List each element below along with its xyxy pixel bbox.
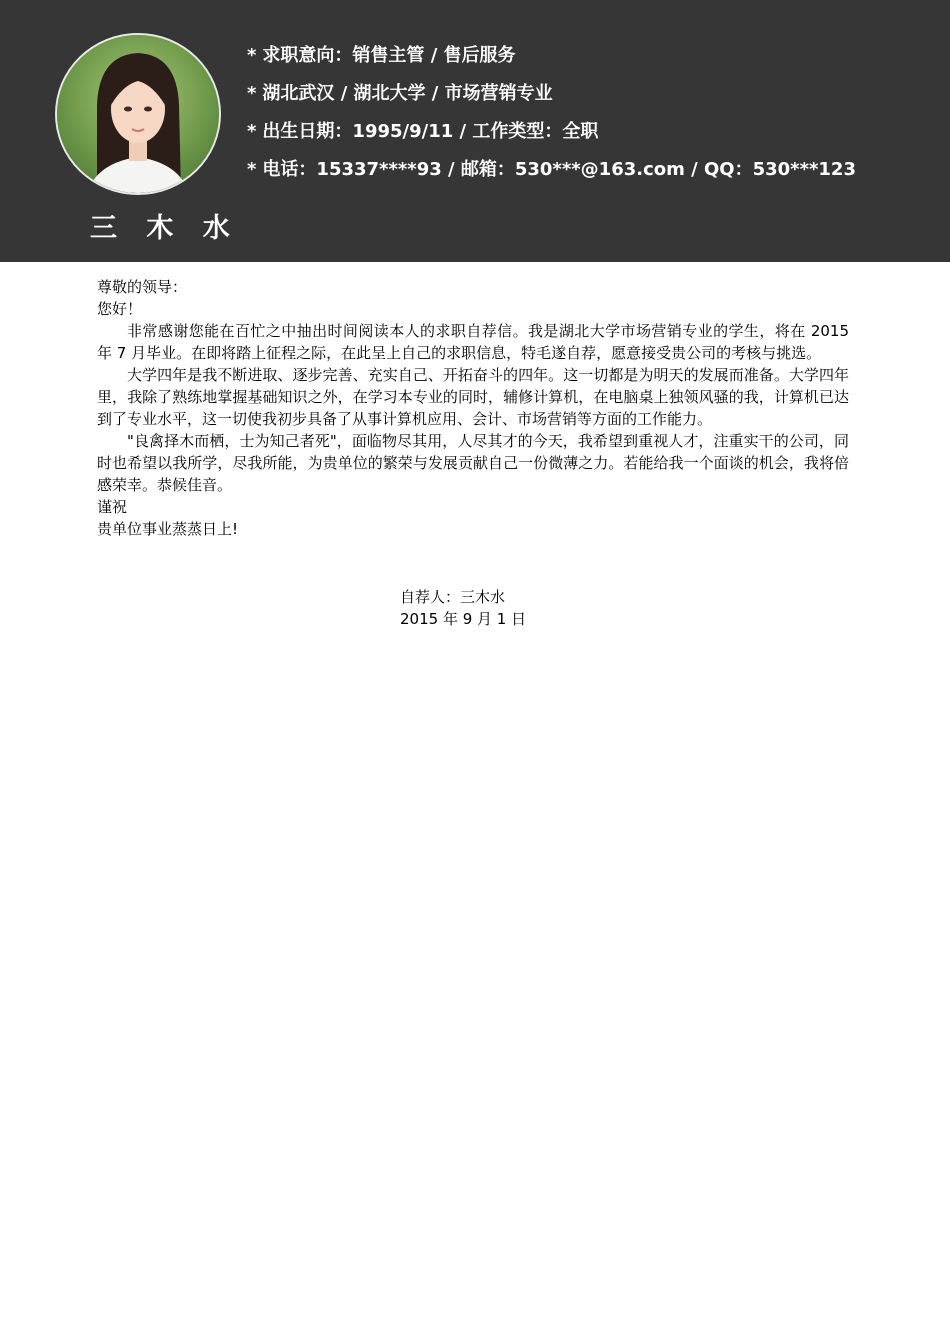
info-item-birth-worktype: * 出生日期：1995/9/11 / 工作类型：全职 [247,121,599,142]
portrait-photo-icon [57,35,219,193]
letter-paragraph: 大学四年是我不断进取、逐步完善、充实自己、开拓奋斗的四年。这一切都是为明天的发展而准备。大学四年里，我除了熟练地掌握基础知识之外，在学习本专业的同时，辅修计算机，在电脑桌上独领风骚的我，计算机已达到了专业水平，这一切使我初步具备了从事计算机应用、会计、市场营销等方面的工作能力。 [97,366,849,428]
info-item-contact: * 电话：15337****93 / 邮箱：530***@163.com / QQ：530***123 [247,159,856,180]
closing-blessing: 贵单位事业蒸蒸日上! [97,520,239,538]
closing-wish: 谨祝 [97,498,128,516]
contact-info-list [247,42,856,194]
cover-letter-body [97,276,849,540]
info-item-education: * 湖北武汉 / 湖北大学 / 市场营销专业 [247,83,553,104]
resume-header [0,0,950,262]
info-item-job-intention: * 求职意向：销售主管 / 售后服务 [247,45,516,66]
letter-paragraph: "良禽择木而栖，士为知己者死"，面临物尽其用，人尽其才的今天，我希望到重视人才，注重实干的公司，同时也希望以我所学，尽我所能，为贵单位的繁荣与发展贡献自己一份微薄之力。若能给我一个面谈的机会，我将倍感荣幸。恭候佳音。 [97,432,849,494]
applicant-name: 三 木 水 [90,213,240,244]
signer: 自荐人：三木水 [400,588,506,606]
greeting: 您好！ [97,300,143,318]
bullet-star: * [247,83,257,104]
bullet-star: * [247,121,257,142]
bullet-star: * [247,159,257,180]
signature-block [400,586,526,630]
salutation: 尊敬的领导： [97,278,188,296]
letter-paragraph: 非常感谢您能在百忙之中抽出时间阅读本人的求职自荐信。我是湖北大学市场营销专业的学生，将在 2015 年 7 月毕业。在即将踏上征程之际，在此呈上自己的求职信息，特毛遂自荐，愿意接受贵公司的考核与挑选。 [97,322,849,362]
bullet-star: * [247,45,257,66]
avatar [55,33,221,195]
letter-date: 2015 年 9 月 1 日 [400,610,527,628]
